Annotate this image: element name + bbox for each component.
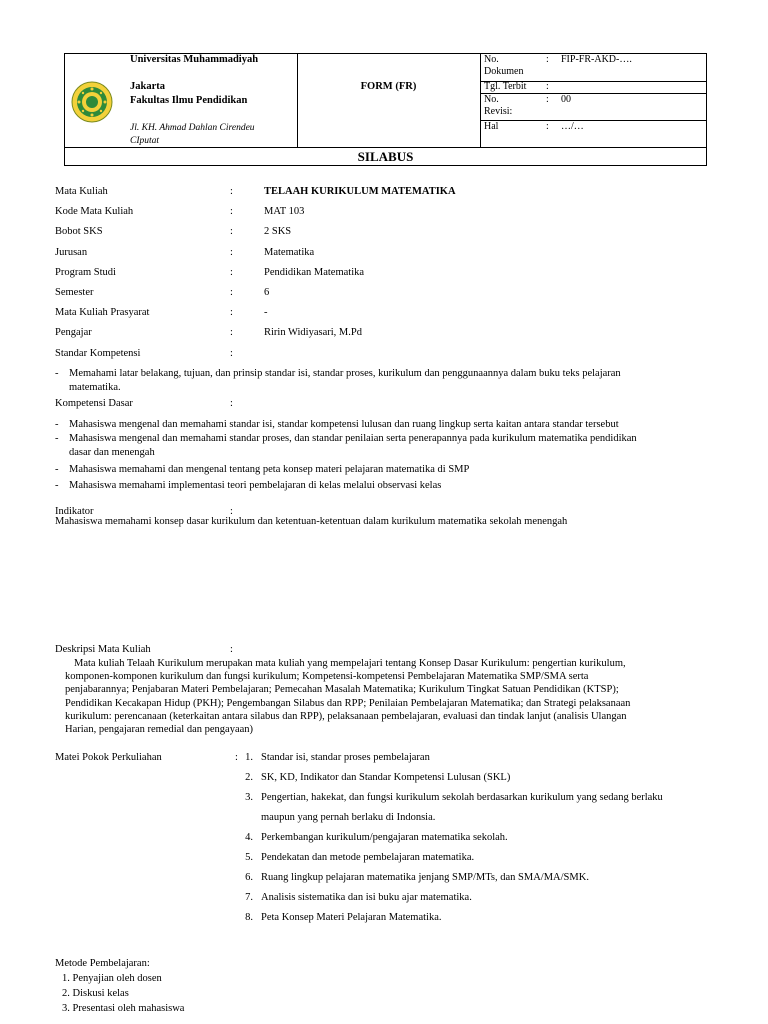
tgl-terbit-label: Tgl. Terbit [484,81,527,92]
kompetensi-dasar-heading: Kompetensi Dasar : [55,398,233,409]
tgl-terbit-colon: : [546,81,549,92]
materi-item: 8. Peta Konsep Materi Pelajaran Matematika. [245,912,442,923]
address-line-2: CIputat [130,136,160,146]
field-mata-kuliah: Mata Kuliah : TELAAH KURIKULUM MATEMATIKA [55,186,456,197]
field-bobot-sks: Bobot SKS : 2 SKS [55,226,292,237]
metode-heading: Metode Pembelajaran: [55,958,150,969]
document-title: SILABUS [357,149,414,164]
university-name: Universitas Muhammadiyah [130,54,259,65]
indikator-heading: Indikator : [55,506,233,517]
metode-item: 3. Presentasi oleh mahasiswa [62,1003,185,1014]
university-city: Jakarta [130,81,165,92]
standar-kompetensi-item: - Memahami latar belakang, tujuan, dan prinsip standar isi, standar proses, kurikulum dan penggunaannya dalam buku teks pelajaran matematika. [55,368,621,393]
materi-item: 2. SK, KD, Indikator dan Standar Kompetensi Lulusan (SKL) [245,772,511,783]
page-colon: : [546,121,549,132]
materi-heading: Matei Pokok Perkuliahan : [55,752,238,763]
field-kode-mata-kuliah: Kode Mata Kuliah : MAT 103 [55,206,305,217]
field-program-studi: Program Studi : Pendidikan Matematika [55,267,365,278]
materi-item: 3. Pengertian, hakekat, dan fungsi kurikulum sekolah berdasarkan kurikulum yang sedang berlaku maupun yang pernah berlaku di Indonsia. [245,792,663,823]
materi-item: 1. Standar isi, standar proses pembelajaran [245,752,430,763]
kompetensi-dasar-item: - Mahasiswa memahami dan mengenal tentang peta konsep materi pelajaran matematika di SMP [55,464,470,475]
materi-item: 7. Analisis sistematika dan isi buku ajar matematika. [245,892,472,903]
kompetensi-dasar-item: - Mahasiswa memahami implementasi teori pembelajaran di kelas melalui observasi kelas [55,480,442,491]
metode-item: 2. Diskusi kelas [62,988,129,999]
field-prasyarat: Mata Kuliah Prasyarat : - [55,307,268,318]
doc-no-label: No. Dokumen [484,54,524,77]
university-logo-icon [71,81,113,123]
doc-no-value: FIP-FR-AKD-…. [561,54,632,65]
kompetensi-dasar-item: - Mahasiswa mengenal dan memahami standar isi, standar kompetensi lulusan dan ruang lingkup serta kaitan antara standar tersebut [55,419,619,430]
faculty-name: Fakultas Ilmu Pendidikan [130,95,248,106]
page-value: …/… [561,121,584,132]
materi-item: 6. Ruang lingkup pelajaran matematika jenjang SMP/MTs, dan SMA/MA/SMK. [245,872,589,883]
field-jurusan: Jurusan : Matematika [55,247,315,258]
kompetensi-dasar-item: - Mahasiswa mengenal dan memahami standar proses, dan standar penilaian serta penerapannya pada kurikulum matematika pendidikan dasar dan menengah [55,433,637,458]
indikator-text: Mahasiswa memahami konsep dasar kurikulum dan ketentuan-ketentuan dalam kurikulum matematika sekolah menengah [55,516,568,527]
page-label: Hal [484,121,499,132]
revision-label: No. Revisi: [484,94,513,117]
doc-no-colon: : [546,54,549,65]
address-line-1: Jl. KH. Ahmad Dahlan Cirendeu [130,123,255,133]
field-pengajar: Pengajar : Ririn Widiyasari, M.Pd [55,327,362,338]
standar-kompetensi-heading: Standar Kompetensi : [55,348,233,359]
materi-item: 4. Perkembangan kurikulum/pengajaran matematika sekolah. [245,832,508,843]
metode-item: 1. Penyajian oleh dosen [62,973,162,984]
field-semester: Semester : 6 [55,287,270,298]
header-table [64,53,707,166]
revision-value: 00 [561,94,571,105]
form-label: FORM (FR) [360,81,417,92]
deskripsi-heading: Deskripsi Mata Kuliah : [55,644,233,655]
revision-colon: : [546,94,549,105]
materi-item: 5. Pendekatan dan metode pembelajaran matematika. [245,852,475,863]
deskripsi-text: Mata kuliah Telaah Kurikulum merupakan mata kuliah yang mempelajari tentang Konsep Dasar Kurikulum: pengertian kurikulum, komponen-komponen kurikulum dan fungsi kurikulum; Kompetensi-kompetensi Pembelajaran Matematika SMP/SMA serta penjabarannya; Penjabaran Materi Pembelajaran; Pemecahan Masalah Matematika; Kurikulum Tingkat Satuan Pendidikan (KTSP); Pendidikan Kecakapan Hidup (PKH); Pengembangan Silabus dan RPP; Penilaian Pembelajaran Matematika; dan Strategi pelaksanaan kurikulum: perencanaan (keterkaitan antara silabus dan RPP), pelaksanaan pembelajaran, evaluasi dan tindak lanjut (analisis Ulangan Harian, pengajaran remedial dan pengayaan) [65,658,631,736]
